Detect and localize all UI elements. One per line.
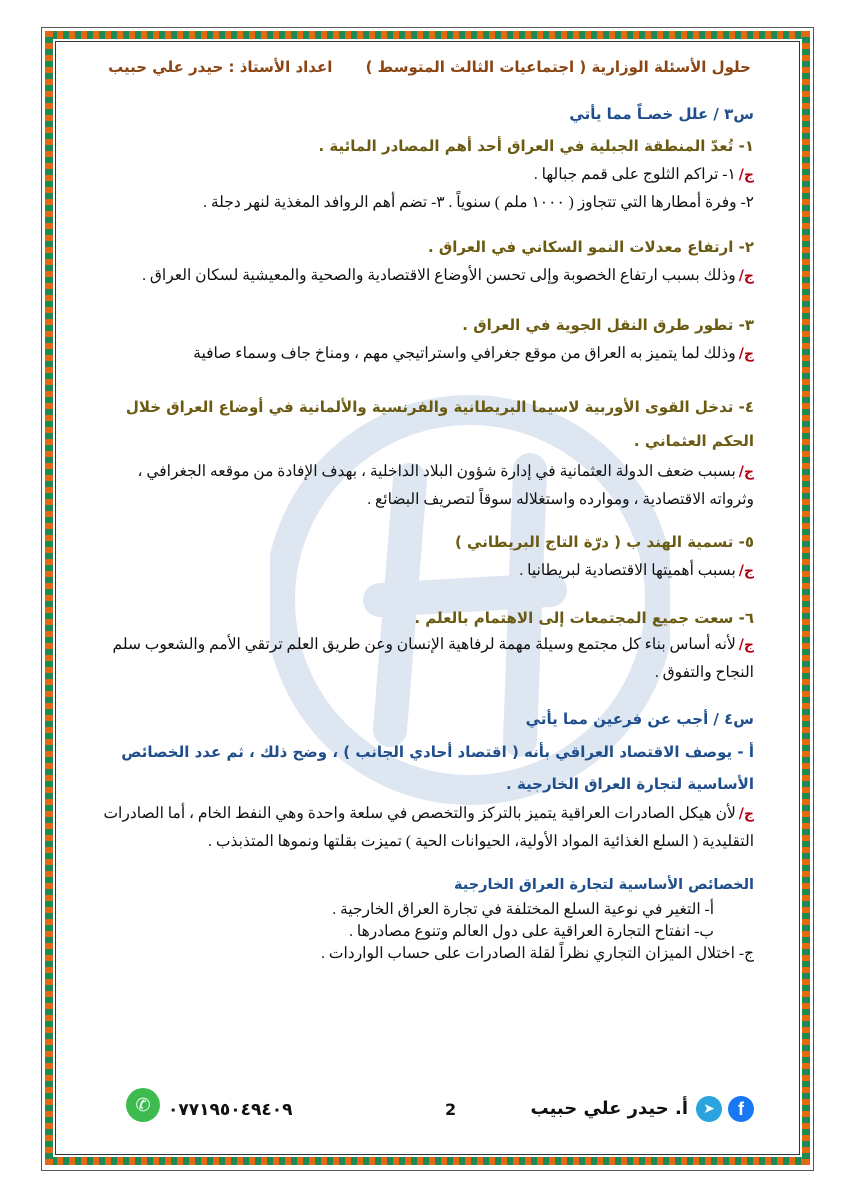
header-title: حلول الأسئلة الوزارية ( اجتماعيات الثالث المتوسط )	[365, 58, 751, 76]
whatsapp-icon[interactable]: ✆	[126, 1088, 160, 1122]
q3-item-5-answer: ج/بسبب أهميتها الاقتصادية لبريطانيا .	[519, 562, 754, 579]
q3-item-2-answer: ج/وذلك بسبب ارتفاع الخصوبة وإلى تحسن الأوضاع الاقتصادية والصحية والمعيشية لسكان العراق .	[142, 267, 754, 284]
border-stripe-left	[45, 31, 53, 1165]
question-4-title: س٤ / أجب عن فرعين مما يأتي	[525, 710, 754, 728]
facebook-icon[interactable]: f	[728, 1096, 754, 1122]
q3-item-2-heading: ٢- ارتفاع معدلات النمو السكاني في العراق .	[427, 238, 754, 256]
q3-item-4-answer: ج/بسبب ضعف الدولة العثمانية في إدارة شؤون البلاد الداخلية ، بهدف الإفادة من موقعه الجغرافي ، وثرواته الاقتصادية ، وموارده واستغلاله سوقاً لتصريف البضائع .	[137, 463, 754, 508]
border-stripe-bottom	[45, 1157, 810, 1165]
page-footer	[100, 1090, 754, 1130]
q3-item-1-answer-1: ج/١- تراكم الثلوج على قمم جبالها .	[533, 166, 754, 183]
q4-feature-2: ب- انفتاح التجارة العراقية على دول العالم وتنوع مصادرها .	[349, 923, 714, 940]
page-number: 2	[445, 1100, 457, 1119]
footer-author-name: أ. حيدر علي حبيب	[530, 1098, 688, 1119]
q3-item-3-answer: ج/وذلك لما يتميز به العراق من موقع جغرافي واستراتيجي مهم ، ومناخ جاف وسماء صافية	[193, 345, 754, 362]
q3-item-1-answer-2: ٢- وفرة أمطارها التي تتجاوز ( ١٠٠٠ ملم ) سنوياً . ٣- تضم أهم الروافد المغذية لنهر دجلة .	[203, 194, 754, 211]
content	[103, 105, 754, 965]
q3-item-5-heading: ٥- تسمية الهند ب ( درّة التاج البريطاني )	[454, 533, 754, 551]
q4-heading: أ - يوصف الاقتصاد العراقي بأنه ( اقتصاد أحادي الجانب ) ، وضح ذلك ، ثم عدد الخصائص الأساسية لتجارة العراق الخارجية .	[121, 743, 754, 793]
q3-item-6-heading: ٦- سعت جميع المجتمعات إلى الاهتمام بالعلم .	[414, 609, 754, 627]
header-author: اعداد الأستاذ : حيدر علي حبيب	[108, 58, 333, 76]
q3-item-6-answer: ج/لأنه أساس بناء كل مجتمع وسيلة مهمة لرفاهية الإنسان وعن طريق العلم ترتقي الأمم والشعوب سلم النجاح والتفوق .	[112, 636, 754, 681]
border-stripe-top	[45, 31, 810, 39]
q4-feature-1: أ- التغير في نوعية السلع المختلفة في تجارة العراق الخارجية .	[332, 901, 714, 918]
q4-features-title: الخصائص الأساسية لتجارة العراق الخارجية	[454, 877, 754, 893]
border-stripe-right	[802, 31, 810, 1165]
telegram-icon[interactable]: ➤	[696, 1096, 722, 1122]
q4-feature-3: ج- اختلال الميزان التجاري نظراً لقلة الصادرات على حساب الواردات .	[321, 945, 754, 962]
q3-item-3-heading: ٣- تطور طرق النقل الجوية في العراق .	[462, 316, 754, 334]
question-3-title: س٣ / علل خصـاً مما يأتي	[569, 105, 754, 123]
footer-phone: ٠٧٧١٩٥٠٤٩٤٠٩	[168, 1100, 293, 1120]
page-header	[105, 58, 751, 76]
q4-answer: ج/لأن هيكل الصادرات العراقية يتميز بالتركز والتخصص في سلعة واحدة وهي النفط الخام ، أما الصادرات التقليدية ( السلع الغذائية المواد الأولية، الحيوانات الحية ) تميزت بقلتها ونموها المتذبذب .	[103, 805, 754, 850]
q3-item-4-heading: ٤- تدخل القوى الأوربية لاسيما البريطانية والفرنسية والألمانية في أوضاع العراق خلال الحكم العثماني .	[125, 398, 754, 450]
q3-item-1-heading: ١- تُعدّ المنطقة الجبلية في العراق أحد أهم المصادر المائية .	[318, 137, 754, 155]
